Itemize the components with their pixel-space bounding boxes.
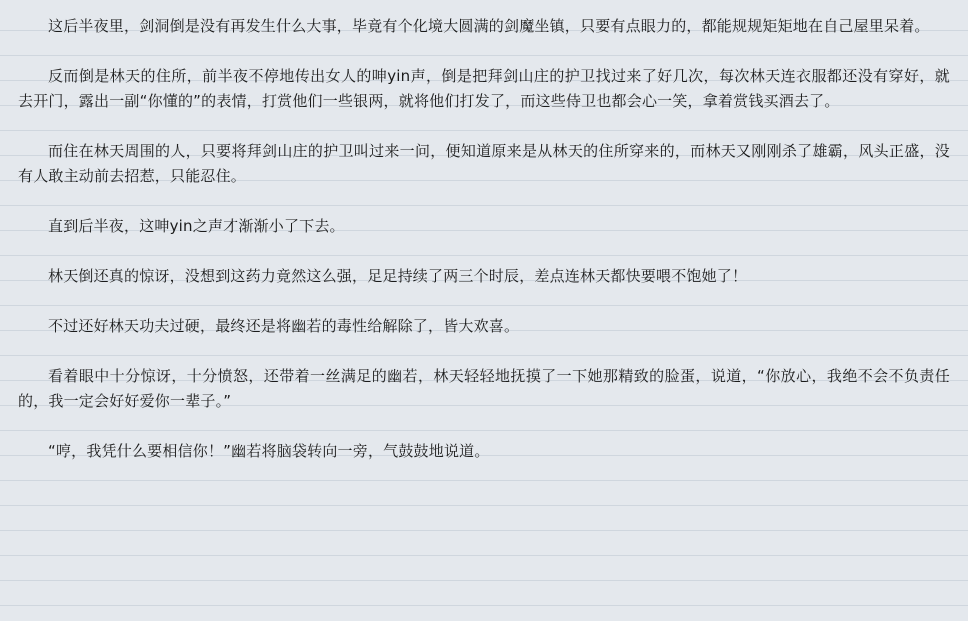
paragraph: “哼，我凭什么要相信你！”幽若将脑袋转向一旁，气鼓鼓地说道。 [48,442,490,460]
paragraph: 直到后半夜，这呻yin之声才渐渐小了下去。 [48,217,345,235]
paragraph: 而住在林天周围的人，只要将拜剑山庄的护卫叫过来一问，便知道原来是从林天的住所穿来的，而林天又刚刚杀了雄霸，风头正盛，没有人敢主动前去招惹，只能忍住。 [18,142,950,185]
paragraph: 这后半夜里，剑洞倒是没有再发生什么大事，毕竟有个化境大圆满的剑魔坐镇，只要有点眼力的，都能规规矩矩地在自己屋里呆着。 [48,17,930,35]
paragraph: 不过还好林天功夫过硬，最终还是将幽若的毒性给解除了，皆大欢喜。 [48,317,520,335]
paragraph: 反而倒是林天的住所，前半夜不停地传出女人的呻yin声，倒是把拜剑山庄的护卫找过来了好几次，每次林天连衣服都还没有穿好，就去开门，露出一副“你懂的”的表情，打赏他们一些银两，就将他们打发了，而这些侍卫也都会心一笑，拿着赏钱买酒去了。 [18,67,950,110]
paragraph: 看着眼中十分惊讶，十分愤怒，还带着一丝满足的幽若，林天轻轻地抚摸了一下她那精致的脸蛋，说道，“你放心，我绝不会不负责任的，我一定会好好爱你一辈子。” [18,367,950,410]
paragraph: 林天倒还真的惊讶，没想到这药力竟然这么强，足足持续了两三个时辰，差点连林天都快要喂不饱她了！ [48,267,748,285]
